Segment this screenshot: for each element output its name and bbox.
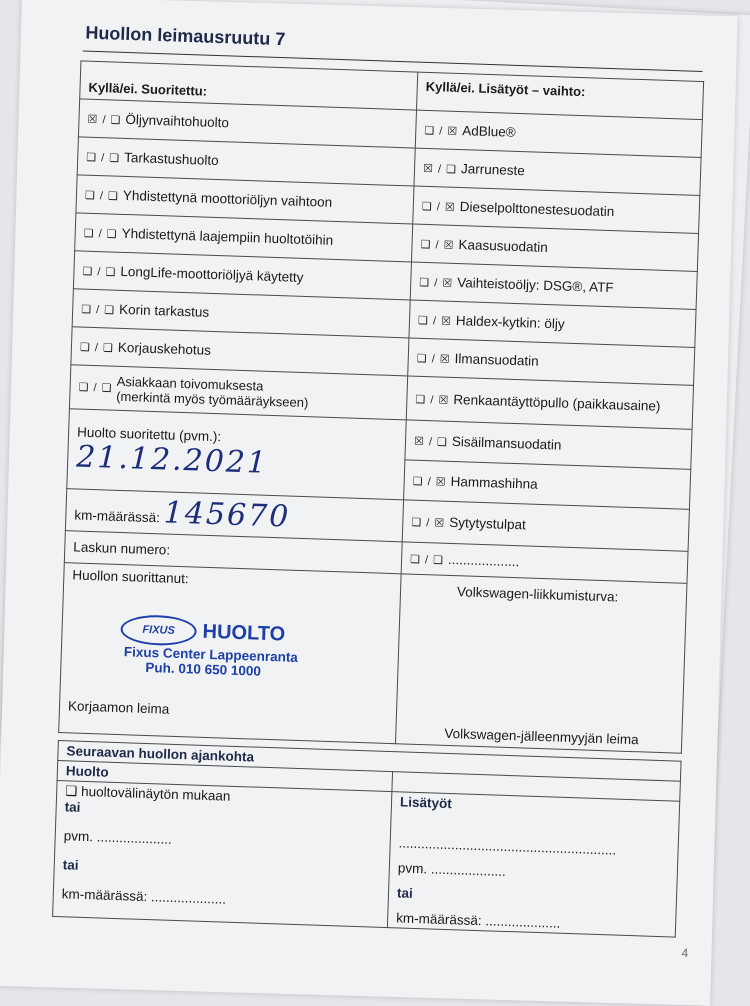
right-label-5: Haldex-kytkin: öljy xyxy=(455,313,565,332)
service-date-label: Huolto suoritettu (pvm.): xyxy=(76,424,222,444)
right-checkbox-9[interactable]: ❏ / ☒ xyxy=(412,475,447,489)
left-checkbox-4[interactable]: ❏ / ❏ xyxy=(82,265,117,279)
right-checkbox-4[interactable]: ❏ / ☒ xyxy=(419,276,454,290)
fixus-logo-icon: FIXUS xyxy=(120,614,197,647)
right-label-9: Hammashihna xyxy=(450,473,538,492)
right-label-7: Renkaantäyttöpullo (paikkausaine) xyxy=(453,391,661,414)
next-left-line-0[interactable]: ❏ huoltovälinäytön mukaan xyxy=(64,783,231,804)
right-checkbox-11[interactable]: ❏ / ❏ xyxy=(409,553,445,567)
left-label-6: Korjauskehotus xyxy=(117,339,212,358)
next-right-line-2: tai xyxy=(396,885,414,901)
next-service-col-left: Huolto xyxy=(57,761,392,792)
km-label: km-määrässä: xyxy=(74,507,161,526)
next-service-title: Seuraavan huollon ajankohta xyxy=(58,741,681,782)
vw-mobility-label: Volkswagen-liikkumisturva: xyxy=(456,584,619,605)
next-right-line-0[interactable]: .......................................................... xyxy=(398,835,617,858)
corner-mark: 4 xyxy=(681,945,689,961)
vw-dealer-stamp-label: Volkswagen-jälleenmyyjän leima xyxy=(444,725,639,748)
stamp-line-2: Puh. 010 650 1000 xyxy=(145,659,262,679)
workshop-stamp-cell xyxy=(59,563,401,744)
next-service-right-cell xyxy=(387,792,679,937)
right-label-6: Ilmansuodatin xyxy=(454,350,539,369)
right-label-3: Kaasusuodatin xyxy=(458,237,549,255)
left-label2-7: (merkintä myös työmääräykseen) xyxy=(116,388,309,410)
right-label-11: ................... xyxy=(447,551,520,570)
service-date-cell xyxy=(67,409,406,500)
page-title: Huollon leimausruutu 7 xyxy=(85,22,286,50)
right-label-0: AdBlue® xyxy=(462,123,516,140)
right-checkbox-7[interactable]: ❏ / ☒ xyxy=(415,393,450,407)
left-checkbox-7[interactable]: ❏ / ❏ xyxy=(78,381,113,395)
left-label-0: Öljynvaihtohuolto xyxy=(125,111,230,131)
right-checkbox-3[interactable]: ❏ / ☒ xyxy=(420,238,455,252)
right-checkbox-0[interactable]: ❏ / ☒ xyxy=(424,124,459,138)
right-checkbox-8[interactable]: ☒ / ❏ xyxy=(413,435,449,449)
next-service-col-right: Lisätyöt xyxy=(399,794,453,812)
right-label-10: Sytytystulpat xyxy=(449,514,526,533)
left-header: Kyllä/ei. Suoritettu: xyxy=(80,61,418,110)
workshop-stamp xyxy=(119,614,391,683)
service-record-page xyxy=(0,3,731,1001)
left-label-7: Asiakkaan toivomuksesta xyxy=(116,373,264,394)
invoice-label: Laskun numero: xyxy=(73,539,171,558)
service-rows xyxy=(59,99,703,753)
next-left-line-1: tai xyxy=(64,799,81,815)
next-left-line-2[interactable]: pvm. .................... xyxy=(63,828,172,847)
right-header: Kyllä/ei. Lisätyöt – vaihto: xyxy=(417,72,704,119)
left-checkbox-1[interactable]: ❏ / ❏ xyxy=(86,151,121,165)
left-label-4: LongLife-moottoriöljyä käytetty xyxy=(120,263,304,285)
right-checkbox-2[interactable]: ❏ / ☒ xyxy=(421,200,456,214)
right-checkbox-5[interactable]: ❏ / ☒ xyxy=(417,314,453,328)
left-label-5: Korin tarkastus xyxy=(118,301,210,320)
left-checkbox-5[interactable]: ❏ / ❏ xyxy=(81,303,116,317)
left-checkbox-2[interactable]: ❏ / ❏ xyxy=(84,189,120,203)
stamp-row xyxy=(59,563,687,754)
next-left-line-3: tai xyxy=(62,857,79,873)
left-label-1: Tarkastushuolto xyxy=(123,149,219,169)
stamp-line-1: Fixus Center Lappeenranta xyxy=(123,644,299,665)
left-label-3: Yhdistettynä laajempiin huoltotöihin xyxy=(121,225,334,248)
next-service-table xyxy=(52,740,682,938)
next-service-left-cell xyxy=(53,781,392,928)
right-label-8: Sisäilmansuodatin xyxy=(451,433,562,453)
service-date-value[interactable]: 21.12.2021 xyxy=(75,438,269,481)
right-checkbox-1[interactable]: ☒ / ❏ xyxy=(422,162,458,176)
right-label-2: Dieselpolttonestesuodatin xyxy=(459,199,615,220)
right-checkbox-10[interactable]: ❏ / ☒ xyxy=(411,516,446,530)
stamp-word: HUOLTO xyxy=(202,620,286,646)
left-label-2: Yhdistettynä moottoriöljyn vaihtoon xyxy=(122,187,333,210)
vw-stamp-cell xyxy=(395,574,686,753)
next-right-line-1[interactable]: pvm. .................... xyxy=(397,860,507,879)
next-right-line-3[interactable]: km-määrässä: .................... xyxy=(395,910,561,931)
left-checkbox-6[interactable]: ❏ / ❏ xyxy=(79,341,115,355)
right-checkbox-6[interactable]: ❏ / ☒ xyxy=(416,352,451,366)
right-label-1: Jarruneste xyxy=(460,161,526,179)
right-label-4: Vaihteistoöljy: DSG®, ATF xyxy=(456,275,614,296)
left-checkbox-3[interactable]: ❏ / ❏ xyxy=(83,227,118,241)
workshop-stamp-label: Korjaamon leima xyxy=(67,698,170,717)
next-left-line-4[interactable]: km-määrässä: .................... xyxy=(61,886,227,907)
service-stamp-table xyxy=(58,60,704,753)
performed-by-label: Huollon suorittanut: xyxy=(72,567,189,587)
left-checkbox-0[interactable]: ☒ / ❏ xyxy=(87,113,122,127)
km-value[interactable]: 145670 xyxy=(163,495,291,535)
